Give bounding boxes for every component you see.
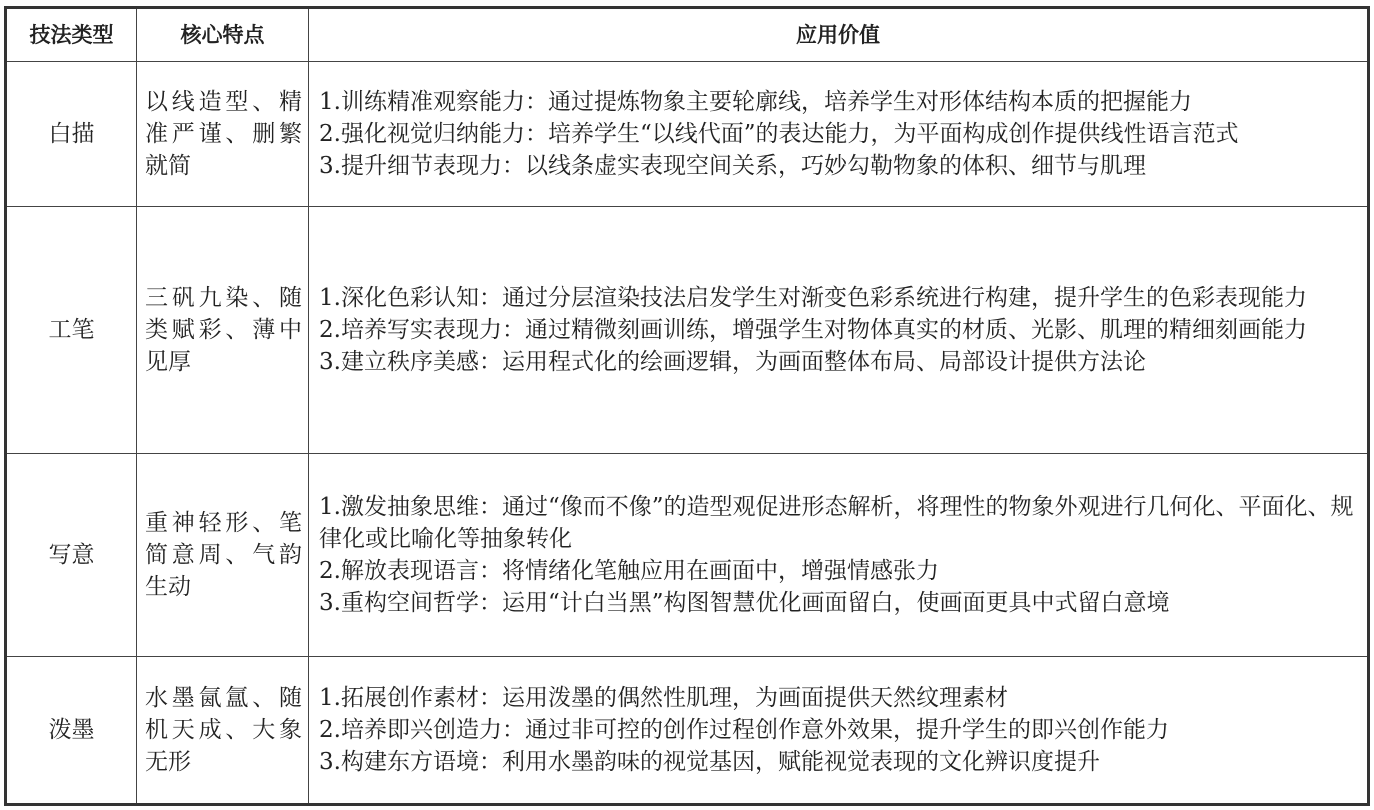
value-item: 2.培养即兴创造力：通过非可控的创作过程创作意外效果，提升学生的即兴创作能力 xyxy=(319,717,1169,743)
table-row xyxy=(6,207,1369,454)
value-item: 2.强化视觉归纳能力：培养学生“以线代面”的表达能力，为平面构成创作提供线性语言范式 xyxy=(319,121,1239,147)
application-value xyxy=(309,62,1369,207)
value-item: 3.建立秩序美感：运用程式化的绘画逻辑，为画面整体布局、局部设计提供方法论 xyxy=(319,349,1146,375)
application-value xyxy=(309,657,1369,805)
header-technique-type: 技法类型 xyxy=(6,8,137,62)
application-value xyxy=(309,454,1369,657)
header-application-value: 应用价值 xyxy=(309,8,1369,62)
value-item: 3.重构空间哲学：运用“计白当黑”构图智慧优化画面留白，使画面更具中式留白意境 xyxy=(319,590,1170,616)
technique-type: 工笔 xyxy=(6,207,137,454)
table-row xyxy=(6,454,1369,657)
technique-type: 泼墨 xyxy=(6,657,137,805)
value-item: 1.激发抽象思维：通过“像而不像”的造型观促进形态解析，将理性的物象外观进行几何化、平面化、规律化或比喻化等抽象转化 xyxy=(319,494,1354,552)
value-item: 1.拓展创作素材：运用泼墨的偶然性肌理，为画面提供天然纹理素材 xyxy=(319,685,1008,711)
table-header-row xyxy=(6,8,1369,62)
technique-type: 写意 xyxy=(6,454,137,657)
core-features: 重神轻形、笔简意周、气韵生动 xyxy=(137,454,309,657)
value-item: 1.训练精准观察能力：通过提炼物象主要轮廓线，培养学生对形体结构本质的把握能力 xyxy=(319,89,1192,115)
technique-table xyxy=(4,6,1370,806)
application-value xyxy=(309,207,1369,454)
core-features: 以线造型、精准严谨、删繁就简 xyxy=(137,62,309,207)
core-features: 水墨氤氲、随机天成、大象无形 xyxy=(137,657,309,805)
value-item: 2.解放表现语言：将情绪化笔触应用在画面中，增强情感张力 xyxy=(319,558,939,584)
value-item: 3.构建东方语境：利用水墨韵味的视觉基因，赋能视觉表现的文化辨识度提升 xyxy=(319,749,1100,775)
value-item: 3.提升细节表现力：以线条虚实表现空间关系，巧妙勾勒物象的体积、细节与肌理 xyxy=(319,153,1146,179)
header-core-features: 核心特点 xyxy=(137,8,309,62)
table-row xyxy=(6,62,1369,207)
core-features: 三矾九染、随类赋彩、薄中见厚 xyxy=(137,207,309,454)
value-item: 1.深化色彩认知：通过分层渲染技法启发学生对渐变色彩系统进行构建，提升学生的色彩表现能力 xyxy=(319,285,1307,311)
table-row xyxy=(6,657,1369,805)
value-item: 2.培养写实表现力：通过精微刻画训练，增强学生对物体真实的材质、光影、肌理的精细刻画能力 xyxy=(319,317,1307,343)
technique-type: 白描 xyxy=(6,62,137,207)
